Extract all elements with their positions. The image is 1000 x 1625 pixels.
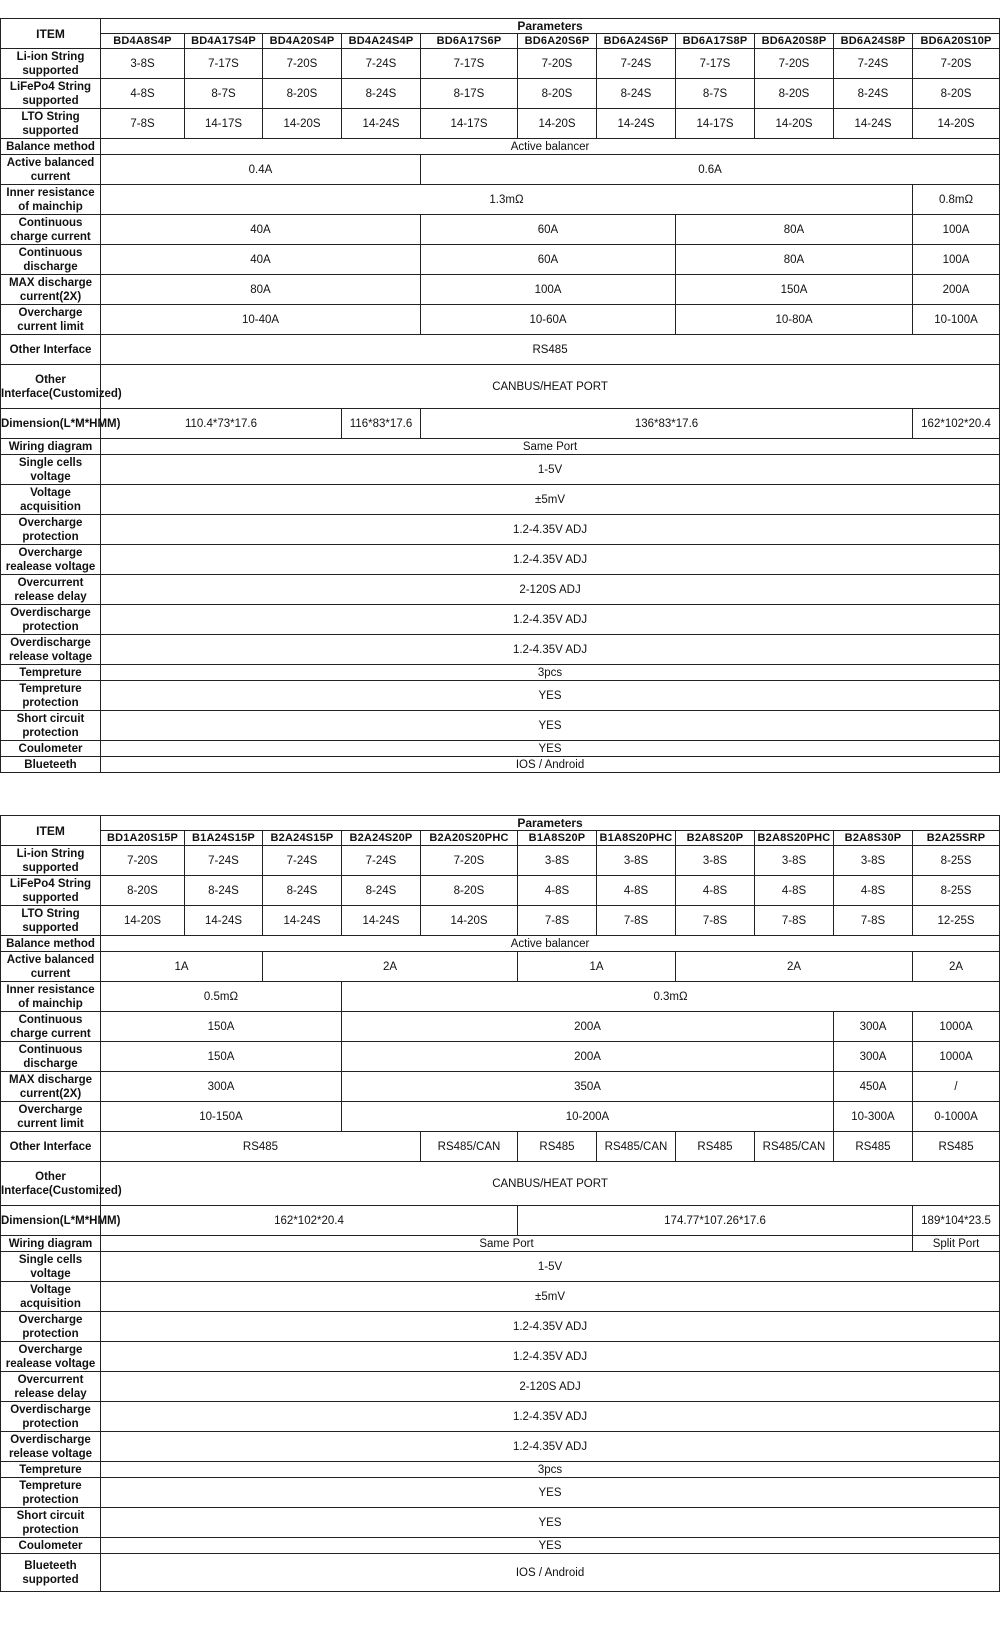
- value-cell: 14-20S: [913, 109, 1000, 139]
- row-label-active-balanced-current: Active balanced current: [1, 155, 101, 185]
- row-label-short-circuit-protection: Short circuit protection: [1, 1508, 101, 1538]
- value-cell: RS485: [101, 1132, 421, 1162]
- table-row: [1, 952, 1000, 982]
- row-label-max-discharge-current-2x: MAX discharge current(2X): [1, 1072, 101, 1102]
- value-cell: Active balancer: [101, 139, 1000, 155]
- table-row: [1, 1508, 1000, 1538]
- table-row: [1, 1162, 1000, 1206]
- value-cell: RS485: [101, 335, 1000, 365]
- row-label-balance-method: Balance method: [1, 139, 101, 155]
- value-cell: 3-8S: [755, 846, 834, 876]
- table-row: [1, 1132, 1000, 1162]
- model-header-bd6a24s8p: BD6A24S8P: [834, 34, 913, 49]
- value-cell: 136*83*17.6: [421, 409, 913, 439]
- row-label-overdischarge-release-voltage: Overdischarge release voltage: [1, 1432, 101, 1462]
- row-label-overcurrent-release-delay: Overcurrent release delay: [1, 575, 101, 605]
- model-header-b2a8s20p: B2A8S20P: [676, 831, 755, 846]
- table-row: [1, 1342, 1000, 1372]
- row-label-li-ion-string-supported: Li-ion String supported: [1, 846, 101, 876]
- row-label-overcharge-protection: Overcharge protection: [1, 1312, 101, 1342]
- value-cell: 1.2-4.35V ADJ: [101, 1432, 1000, 1462]
- value-cell: 8-24S: [185, 876, 263, 906]
- row-label-tempreture-protection: Tempreture protection: [1, 1478, 101, 1508]
- value-cell: 8-17S: [421, 79, 518, 109]
- table-row: [1, 846, 1000, 876]
- row-label-lifepo4-string-supported: LiFePo4 String supported: [1, 79, 101, 109]
- model-header-bd6a17s8p: BD6A17S8P: [676, 34, 755, 49]
- value-cell: 174.77*107.26*17.6: [518, 1206, 913, 1236]
- value-cell: 2-120S ADJ: [101, 1372, 1000, 1402]
- model-header-bd4a20s4p: BD4A20S4P: [263, 34, 342, 49]
- value-cell: 2-120S ADJ: [101, 575, 1000, 605]
- table-row: [1, 1252, 1000, 1282]
- value-cell: RS485/CAN: [421, 1132, 518, 1162]
- row-label-continuous-discharge: Continuous discharge: [1, 1042, 101, 1072]
- row-label-blueteeth: Blueteeth: [1, 757, 101, 773]
- value-cell: 1.2-4.35V ADJ: [101, 605, 1000, 635]
- model-header-bd4a8s4p: BD4A8S4P: [101, 34, 185, 49]
- value-cell: 1.2-4.35V ADJ: [101, 1402, 1000, 1432]
- value-cell: ±5mV: [101, 485, 1000, 515]
- value-cell: 7-20S: [913, 49, 1000, 79]
- row-label-lifepo4-string-supported: LiFePo4 String supported: [1, 876, 101, 906]
- table-row: [1, 49, 1000, 79]
- table-row: [1, 635, 1000, 665]
- table-row: [1, 485, 1000, 515]
- row-label-other-interface-customized: Other Interface(Customized): [1, 365, 101, 409]
- table-row: [1, 906, 1000, 936]
- model-header-bd6a20s10p: BD6A20S10P: [913, 34, 1000, 49]
- table-row: [1, 245, 1000, 275]
- value-cell: 350A: [342, 1072, 834, 1102]
- value-cell: 1-5V: [101, 455, 1000, 485]
- value-cell: CANBUS/HEAT PORT: [101, 365, 1000, 409]
- table-row: [1, 1538, 1000, 1554]
- model-header-bd1a20s15p: BD1A20S15P: [101, 831, 185, 846]
- row-label-other-interface-customized: Other Interface(Customized): [1, 1162, 101, 1206]
- model-header-bd6a17s6p: BD6A17S6P: [421, 34, 518, 49]
- row-label-blueteeth-supported: Blueteeth supported: [1, 1554, 101, 1592]
- model-header-bd4a17s4p: BD4A17S4P: [185, 34, 263, 49]
- model-header-b2a25srp: B2A25SRP: [913, 831, 1000, 846]
- value-cell: 1000A: [913, 1042, 1000, 1072]
- value-cell: 14-20S: [755, 109, 834, 139]
- table-row: [1, 665, 1000, 681]
- row-label-inner-resistance-of-mainchip: Inner resistance of mainchip: [1, 982, 101, 1012]
- table-row: [1, 305, 1000, 335]
- row-label-continuous-charge-current: Continuous charge current: [1, 215, 101, 245]
- value-cell: RS485/CAN: [597, 1132, 676, 1162]
- value-cell: 4-8S: [834, 876, 913, 906]
- value-cell: 1.2-4.35V ADJ: [101, 1342, 1000, 1372]
- value-cell: 450A: [834, 1072, 913, 1102]
- value-cell: 1.2-4.35V ADJ: [101, 545, 1000, 575]
- value-cell: 7-20S: [755, 49, 834, 79]
- value-cell: RS485: [518, 1132, 597, 1162]
- value-cell: 14-24S: [342, 109, 421, 139]
- row-label-lto-string-supported: LTO String supported: [1, 906, 101, 936]
- value-cell: 200A: [913, 275, 1000, 305]
- row-label-li-ion-string-supported: Li-ion String supported: [1, 49, 101, 79]
- value-cell: IOS / Android: [101, 1554, 1000, 1592]
- value-cell: 0.4A: [101, 155, 421, 185]
- value-cell: 10-150A: [101, 1102, 342, 1132]
- value-cell: 3pcs: [101, 665, 1000, 681]
- value-cell: 116*83*17.6: [342, 409, 421, 439]
- spec-table-1: [0, 18, 1000, 773]
- value-cell: 8-20S: [518, 79, 597, 109]
- model-header-b2a20s20phc: B2A20S20PHC: [421, 831, 518, 846]
- table-row: [1, 1012, 1000, 1042]
- value-cell: 8-20S: [755, 79, 834, 109]
- value-cell: 0.8mΩ: [913, 185, 1000, 215]
- value-cell: 7-17S: [421, 49, 518, 79]
- value-cell: 12-25S: [913, 906, 1000, 936]
- row-label-other-interface: Other Interface: [1, 335, 101, 365]
- value-cell: 8-20S: [101, 876, 185, 906]
- table-row: [1, 215, 1000, 245]
- row-label-coulometer: Coulometer: [1, 1538, 101, 1554]
- table-row: [1, 1432, 1000, 1462]
- value-cell: 7-24S: [185, 846, 263, 876]
- spec-table-2: [0, 815, 1000, 1592]
- table-row: [1, 1236, 1000, 1252]
- value-cell: 0.6A: [421, 155, 1000, 185]
- model-header-b2a24s20p: B2A24S20P: [342, 831, 421, 846]
- value-cell: 4-8S: [101, 79, 185, 109]
- model-header-bd6a20s8p: BD6A20S8P: [755, 34, 834, 49]
- value-cell: 14-24S: [185, 906, 263, 936]
- value-cell: 10-40A: [101, 305, 421, 335]
- value-cell: 1.2-4.35V ADJ: [101, 515, 1000, 545]
- value-cell: CANBUS/HEAT PORT: [101, 1162, 1000, 1206]
- value-cell: 60A: [421, 245, 676, 275]
- row-label-overcurrent-release-delay: Overcurrent release delay: [1, 1372, 101, 1402]
- value-cell: 14-20S: [263, 109, 342, 139]
- value-cell: 40A: [101, 215, 421, 245]
- row-label-overcharge-realease-voltage: Overcharge realease voltage: [1, 1342, 101, 1372]
- model-header-b1a24s15p: B1A24S15P: [185, 831, 263, 846]
- value-cell: 8-24S: [597, 79, 676, 109]
- table-row: [1, 876, 1000, 906]
- value-cell: 80A: [676, 215, 913, 245]
- row-label-voltage-acquisition: Voltage acquisition: [1, 485, 101, 515]
- value-cell: 80A: [101, 275, 421, 305]
- value-cell: 162*102*20.4: [913, 409, 1000, 439]
- value-cell: 162*102*20.4: [101, 1206, 518, 1236]
- value-cell: 8-24S: [342, 876, 421, 906]
- value-cell: 7-8S: [755, 906, 834, 936]
- value-cell: 200A: [342, 1012, 834, 1042]
- value-cell: 80A: [676, 245, 913, 275]
- table-row: [1, 1102, 1000, 1132]
- row-label-coulometer: Coulometer: [1, 741, 101, 757]
- value-cell: RS485/CAN: [755, 1132, 834, 1162]
- table-row: [1, 757, 1000, 773]
- model-header-bd6a20s6p: BD6A20S6P: [518, 34, 597, 49]
- value-cell: 1000A: [913, 1012, 1000, 1042]
- value-cell: YES: [101, 1478, 1000, 1508]
- value-cell: 3-8S: [518, 846, 597, 876]
- value-cell: 7-20S: [263, 49, 342, 79]
- parameters-header: Parameters: [101, 816, 1000, 831]
- value-cell: 14-24S: [597, 109, 676, 139]
- value-cell: 8-20S: [913, 79, 1000, 109]
- table-row: [1, 545, 1000, 575]
- row-label-dimension-l-m-hmm: Dimension(L*M*HMM): [1, 1206, 101, 1236]
- value-cell: 100A: [913, 215, 1000, 245]
- value-cell: 8-24S: [342, 79, 421, 109]
- model-header-b2a24s15p: B2A24S15P: [263, 831, 342, 846]
- table-row: [1, 1312, 1000, 1342]
- value-cell: 60A: [421, 215, 676, 245]
- value-cell: 14-24S: [263, 906, 342, 936]
- value-cell: YES: [101, 711, 1000, 741]
- table-row: [1, 1206, 1000, 1236]
- row-label-lto-string-supported: LTO String supported: [1, 109, 101, 139]
- value-cell: 7-8S: [597, 906, 676, 936]
- value-cell: 7-8S: [518, 906, 597, 936]
- table-row: [1, 455, 1000, 485]
- value-cell: YES: [101, 741, 1000, 757]
- value-cell: Active balancer: [101, 936, 1000, 952]
- model-header-b2a8s30p: B2A8S30P: [834, 831, 913, 846]
- row-label-overcharge-realease-voltage: Overcharge realease voltage: [1, 545, 101, 575]
- table-row: [1, 185, 1000, 215]
- table-row: [1, 109, 1000, 139]
- value-cell: 8-25S: [913, 876, 1000, 906]
- value-cell: 1.2-4.35V ADJ: [101, 1312, 1000, 1342]
- value-cell: 200A: [342, 1042, 834, 1072]
- value-cell: 7-24S: [263, 846, 342, 876]
- table-row: [1, 439, 1000, 455]
- value-cell: 7-24S: [597, 49, 676, 79]
- row-label-other-interface: Other Interface: [1, 1132, 101, 1162]
- table-row: [1, 936, 1000, 952]
- value-cell: 2A: [676, 952, 913, 982]
- table-row: [1, 741, 1000, 757]
- row-label-tempreture: Tempreture: [1, 665, 101, 681]
- row-label-continuous-discharge: Continuous discharge: [1, 245, 101, 275]
- value-cell: 10-60A: [421, 305, 676, 335]
- value-cell: RS485: [834, 1132, 913, 1162]
- row-label-tempreture-protection: Tempreture protection: [1, 681, 101, 711]
- value-cell: 1-5V: [101, 1252, 1000, 1282]
- value-cell: 7-20S: [421, 846, 518, 876]
- table-row: [1, 155, 1000, 185]
- row-label-overcharge-protection: Overcharge protection: [1, 515, 101, 545]
- value-cell: 10-100A: [913, 305, 1000, 335]
- model-header-bd4a24s4p: BD4A24S4P: [342, 34, 421, 49]
- value-cell: Split Port: [913, 1236, 1000, 1252]
- model-header-bd6a24s6p: BD6A24S6P: [597, 34, 676, 49]
- value-cell: 8-25S: [913, 846, 1000, 876]
- value-cell: 0.5mΩ: [101, 982, 342, 1012]
- value-cell: 3-8S: [834, 846, 913, 876]
- row-label-wiring-diagram: Wiring diagram: [1, 439, 101, 455]
- value-cell: 7-24S: [342, 49, 421, 79]
- value-cell: Same Port: [101, 439, 1000, 455]
- table-row: [1, 711, 1000, 741]
- value-cell: 40A: [101, 245, 421, 275]
- value-cell: 2A: [913, 952, 1000, 982]
- value-cell: 150A: [676, 275, 913, 305]
- value-cell: 7-17S: [185, 49, 263, 79]
- row-label-overdischarge-protection: Overdischarge protection: [1, 605, 101, 635]
- value-cell: 3-8S: [101, 49, 185, 79]
- row-label-tempreture: Tempreture: [1, 1462, 101, 1478]
- value-cell: 150A: [101, 1012, 342, 1042]
- value-cell: 7-17S: [676, 49, 755, 79]
- table-row: [1, 1042, 1000, 1072]
- value-cell: 14-24S: [342, 906, 421, 936]
- row-label-overcharge-current-limit: Overcharge current limit: [1, 305, 101, 335]
- table-row: [1, 79, 1000, 109]
- value-cell: 10-300A: [834, 1102, 913, 1132]
- table-row: [1, 515, 1000, 545]
- row-label-continuous-charge-current: Continuous charge current: [1, 1012, 101, 1042]
- value-cell: ±5mV: [101, 1282, 1000, 1312]
- value-cell: 300A: [101, 1072, 342, 1102]
- value-cell: 8-7S: [185, 79, 263, 109]
- table-row: [1, 681, 1000, 711]
- value-cell: 14-17S: [185, 109, 263, 139]
- value-cell: RS485: [676, 1132, 755, 1162]
- value-cell: 0.3mΩ: [342, 982, 1000, 1012]
- table-row: [1, 1462, 1000, 1478]
- value-cell: 3-8S: [597, 846, 676, 876]
- value-cell: Same Port: [101, 1236, 913, 1252]
- table-row: [1, 605, 1000, 635]
- value-cell: YES: [101, 1538, 1000, 1554]
- row-label-overdischarge-protection: Overdischarge protection: [1, 1402, 101, 1432]
- item-header: ITEM: [1, 19, 101, 49]
- value-cell: 7-8S: [834, 906, 913, 936]
- model-header-b2a8s20phc: B2A8S20PHC: [755, 831, 834, 846]
- value-cell: 1.2-4.35V ADJ: [101, 635, 1000, 665]
- model-header-b1a8s20phc: B1A8S20PHC: [597, 831, 676, 846]
- value-cell: 2A: [263, 952, 518, 982]
- value-cell: RS485: [913, 1132, 1000, 1162]
- value-cell: 7-20S: [518, 49, 597, 79]
- row-label-max-discharge-current-2x: MAX discharge current(2X): [1, 275, 101, 305]
- table-row: [1, 139, 1000, 155]
- value-cell: 4-8S: [676, 876, 755, 906]
- value-cell: YES: [101, 681, 1000, 711]
- table-row: [1, 1072, 1000, 1102]
- value-cell: 1A: [518, 952, 676, 982]
- value-cell: 300A: [834, 1012, 913, 1042]
- value-cell: 4-8S: [755, 876, 834, 906]
- row-label-active-balanced-current: Active balanced current: [1, 952, 101, 982]
- value-cell: 7-24S: [342, 846, 421, 876]
- value-cell: /: [913, 1072, 1000, 1102]
- table-row: [1, 1478, 1000, 1508]
- value-cell: 7-8S: [101, 109, 185, 139]
- value-cell: 14-17S: [676, 109, 755, 139]
- row-label-short-circuit-protection: Short circuit protection: [1, 711, 101, 741]
- row-label-overcharge-current-limit: Overcharge current limit: [1, 1102, 101, 1132]
- row-label-wiring-diagram: Wiring diagram: [1, 1236, 101, 1252]
- value-cell: 300A: [834, 1042, 913, 1072]
- row-label-inner-resistance-of-mainchip: Inner resistance of mainchip: [1, 185, 101, 215]
- table-row: [1, 575, 1000, 605]
- value-cell: 14-17S: [421, 109, 518, 139]
- table-row: [1, 982, 1000, 1012]
- value-cell: 4-8S: [597, 876, 676, 906]
- row-label-dimension-l-m-hmm: Dimension(L*M*HMM): [1, 409, 101, 439]
- table-row: [1, 1402, 1000, 1432]
- value-cell: 7-20S: [101, 846, 185, 876]
- row-label-overdischarge-release-voltage: Overdischarge release voltage: [1, 635, 101, 665]
- parameters-header: Parameters: [101, 19, 1000, 34]
- value-cell: IOS / Android: [101, 757, 1000, 773]
- value-cell: 150A: [101, 1042, 342, 1072]
- row-label-single-cells-voltage: Single cells voltage: [1, 1252, 101, 1282]
- value-cell: 14-20S: [518, 109, 597, 139]
- table-row: [1, 335, 1000, 365]
- model-header-b1a8s20p: B1A8S20P: [518, 831, 597, 846]
- value-cell: 14-20S: [101, 906, 185, 936]
- value-cell: 7-24S: [834, 49, 913, 79]
- value-cell: 1A: [101, 952, 263, 982]
- value-cell: 8-20S: [421, 876, 518, 906]
- table-row: [1, 409, 1000, 439]
- table-row: [1, 1372, 1000, 1402]
- table-row: [1, 275, 1000, 305]
- value-cell: 8-7S: [676, 79, 755, 109]
- value-cell: 8-24S: [834, 79, 913, 109]
- table-row: [1, 1554, 1000, 1592]
- value-cell: 10-200A: [342, 1102, 834, 1132]
- value-cell: 1.3mΩ: [101, 185, 913, 215]
- value-cell: YES: [101, 1508, 1000, 1538]
- item-header: ITEM: [1, 816, 101, 846]
- row-label-single-cells-voltage: Single cells voltage: [1, 455, 101, 485]
- value-cell: 3pcs: [101, 1462, 1000, 1478]
- row-label-voltage-acquisition: Voltage acquisition: [1, 1282, 101, 1312]
- value-cell: 8-20S: [263, 79, 342, 109]
- value-cell: 100A: [913, 245, 1000, 275]
- value-cell: 7-8S: [676, 906, 755, 936]
- value-cell: 4-8S: [518, 876, 597, 906]
- value-cell: 189*104*23.5: [913, 1206, 1000, 1236]
- value-cell: 14-24S: [834, 109, 913, 139]
- value-cell: 14-20S: [421, 906, 518, 936]
- value-cell: 8-24S: [263, 876, 342, 906]
- table-row: [1, 365, 1000, 409]
- value-cell: 0-1000A: [913, 1102, 1000, 1132]
- table-row: [1, 1282, 1000, 1312]
- value-cell: 3-8S: [676, 846, 755, 876]
- value-cell: 100A: [421, 275, 676, 305]
- row-label-balance-method: Balance method: [1, 936, 101, 952]
- value-cell: 110.4*73*17.6: [101, 409, 342, 439]
- value-cell: 10-80A: [676, 305, 913, 335]
